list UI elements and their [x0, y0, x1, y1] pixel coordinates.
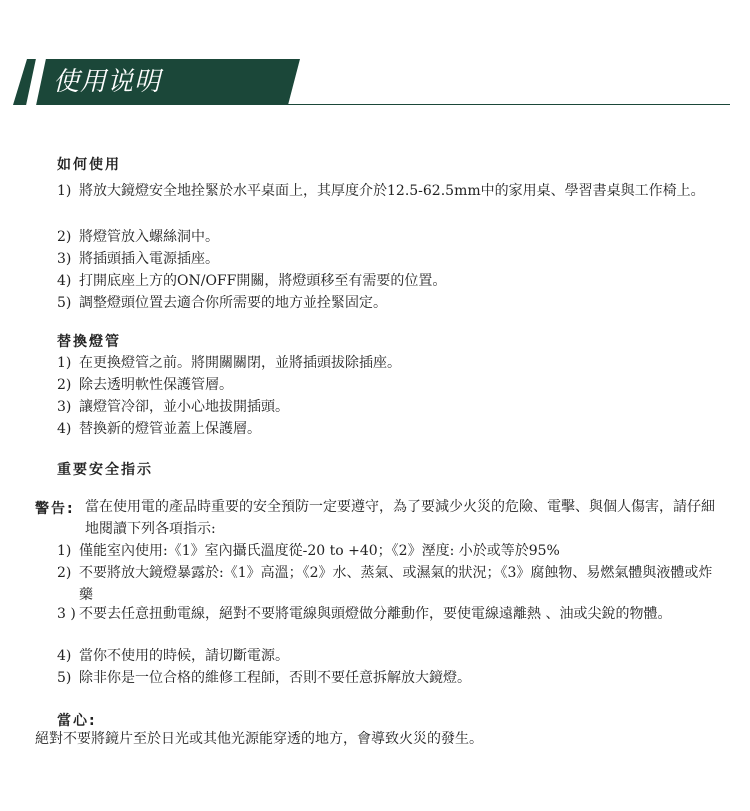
list-number: 4) [57, 421, 72, 437]
caution-text: 絕對不要將鏡片至於日光或其他光源能穿透的地方，會導致火災的發生。 [35, 731, 483, 747]
list-item [57, 352, 727, 374]
list-number: 2) [57, 565, 72, 581]
list-number: 3) [57, 251, 72, 267]
list-text: 僅能室內使用:《1》室內攝氏溫度從-20 to +40；《2》溼度: 小於或等於95% [79, 543, 560, 559]
replace-tube-heading: 替換燈管 [57, 334, 121, 350]
list-text: 不要將放大鏡燈暴露於:《1》高溫；《2》水、蒸氣、或濕氣的狀況；《3》腐蝕物、易燃氣體與液體或炸藥 [79, 565, 713, 603]
list-text: 將插頭插入電源插座。 [79, 251, 219, 267]
list-number: 5) [57, 295, 72, 311]
page-title: 使用说明 [53, 67, 162, 97]
list-item [57, 180, 727, 202]
list-item [57, 374, 727, 396]
list-text: 替換新的燈管並蓋上保護層。 [79, 421, 261, 437]
caution-label: 當心: [57, 713, 97, 729]
list-item [57, 396, 727, 418]
warning-text: 當在使用電的產品時重要的安全預防一定要遵守，為了要減少火災的危險、電擊、與個人傷害，請仔細地閱讀下列各項指示: [85, 499, 715, 537]
list-text: 調整燈頭位置去適合你所需要的地方並拴緊固定。 [79, 295, 387, 311]
list-item [57, 667, 727, 689]
list-text: 在更換燈管之前。將開關關閉，並將插頭拔除插座。 [79, 355, 401, 371]
list-number: 3 ) [57, 606, 76, 622]
list-number: 4) [57, 273, 72, 289]
list-item [57, 292, 727, 314]
list-text: 打開底座上方的ON/OFF開關，將燈頭移至有需要的位置。 [79, 273, 447, 289]
list-item [57, 270, 727, 292]
list-number: 2) [57, 377, 72, 393]
list-item [57, 248, 727, 270]
list-text: 不要去任意扭動電線，絕對不要將電線與頭燈做分離動作，要使電線遠離熱 、油或尖銳的物體。 [79, 606, 672, 622]
list-item [57, 226, 727, 248]
list-text: 讓燈管冷卻，並小心地拔開插頭。 [79, 399, 289, 415]
list-text: 將燈管放入螺絲洞中。 [79, 229, 219, 245]
list-item [57, 603, 727, 625]
list-text: 除非你是一位合格的維修工程師，否則不要任意拆解放大鏡燈。 [79, 670, 471, 686]
banner-underline [284, 104, 730, 105]
list-number: 4) [57, 648, 72, 664]
list-item [57, 540, 727, 562]
list-number: 1) [57, 355, 72, 371]
list-number: 2) [57, 229, 72, 245]
list-item [57, 418, 727, 440]
safety-heading: 重要安全指示 [57, 462, 153, 478]
list-number: 1) [57, 183, 72, 199]
list-item [57, 562, 727, 606]
list-text: 將放大鏡燈安全地拴緊於水平桌面上，其厚度介於12.5-62.5mm中的家用桌、學習書桌與工作椅上。 [79, 183, 705, 199]
list-item [57, 645, 727, 667]
list-text: 當你不使用的時候，請切斷電源。 [79, 648, 289, 664]
list-text: 除去透明軟性保護管層。 [79, 377, 233, 393]
list-number: 3) [57, 399, 72, 415]
header-banner [0, 0, 750, 110]
list-number: 5) [57, 670, 72, 686]
how-to-use-heading: 如何使用 [57, 157, 121, 173]
list-number: 1) [57, 543, 72, 559]
warning-label: 警告: [35, 501, 75, 517]
